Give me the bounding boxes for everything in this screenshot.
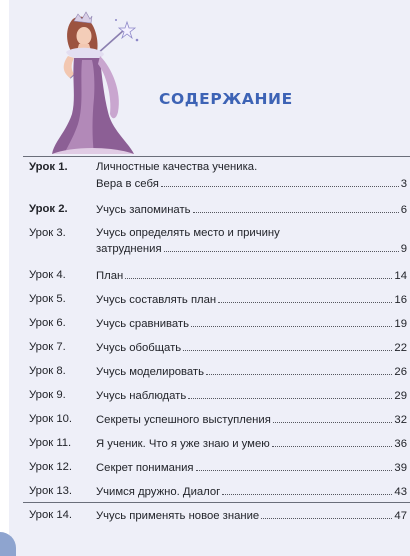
toc-item-lesson-11 <box>29 436 409 460</box>
lesson-number: Урок 9. <box>29 389 66 401</box>
top-divider <box>23 156 410 157</box>
toc-item-lesson-10 <box>29 412 409 436</box>
page-number: 43 <box>394 486 407 498</box>
star-sparkle-icon <box>119 22 135 38</box>
lesson-number: Урок 2. <box>29 203 68 215</box>
lesson-title-line-1: Личностные качества ученика. <box>96 161 258 173</box>
toc-item-lesson-6 <box>29 316 409 340</box>
lesson-title: Учусь запоминать <box>96 204 191 216</box>
lesson-title: Вера в себя <box>96 178 159 190</box>
toc-item-lesson-12 <box>29 460 409 484</box>
toc-item-lesson-14 <box>29 508 409 532</box>
lesson-number: Урок 12. <box>29 461 73 473</box>
toc-item-lesson-1 <box>29 160 409 202</box>
lesson-title: Секрет понимания <box>96 462 194 474</box>
page-number: 26 <box>394 366 407 378</box>
lesson-title: Учусь составлять план <box>96 294 217 306</box>
page-title: СОДЕРЖАНИЕ <box>159 90 293 108</box>
fairy-with-wand-illustration <box>42 8 157 158</box>
toc-item-lesson-4 <box>29 268 409 292</box>
toc-item-lesson-3 <box>29 226 409 268</box>
lesson-number: Урок 7. <box>29 341 66 353</box>
page-number: 39 <box>394 462 407 474</box>
lesson-number: Урок 13. <box>29 485 73 497</box>
lesson-title: Секреты успешного выступления <box>96 414 271 426</box>
page-number: 36 <box>394 438 407 450</box>
toc-item-lesson-5 <box>29 292 409 316</box>
lesson-title: Учусь применять новое знание <box>96 510 260 522</box>
lesson-title: Учусь моделировать <box>96 366 204 378</box>
page-number: 6 <box>400 204 407 216</box>
toc-item-lesson-2 <box>29 202 409 226</box>
lesson-number: Урок 1. <box>29 161 68 173</box>
lesson-number: Урок 10. <box>29 413 73 425</box>
lesson-number: Урок 14. <box>29 509 73 521</box>
lesson-number: Урок 8. <box>29 365 66 377</box>
lesson-title: Учимся дружно. Диалог <box>96 486 221 498</box>
lesson-number: Урок 3. <box>29 227 66 239</box>
table-of-contents <box>29 160 409 532</box>
lesson-number: Урок 6. <box>29 317 66 329</box>
lesson-number: Урок 11. <box>29 437 72 449</box>
toc-item-lesson-13 <box>29 484 409 508</box>
lesson-title: затруднения <box>96 243 162 255</box>
toc-item-lesson-8 <box>29 364 409 388</box>
lesson-title-line-1: Учусь определять место и причину <box>96 227 280 239</box>
bottom-divider <box>23 502 410 503</box>
page-number: 47 <box>394 510 407 522</box>
lesson-title: Я ученик. Что я уже знаю и умею <box>96 438 270 450</box>
lesson-title: Учусь сравнивать <box>96 318 189 330</box>
page-number: 22 <box>394 342 407 354</box>
book-page <box>9 0 410 556</box>
lesson-title: План <box>96 270 124 282</box>
page-number: 19 <box>394 318 407 330</box>
page-number: 16 <box>394 294 407 306</box>
page-number: 32 <box>394 414 407 426</box>
page-number: 9 <box>400 243 407 255</box>
lesson-number: Урок 4. <box>29 269 66 281</box>
page-number: 14 <box>394 270 407 282</box>
page-number: 29 <box>394 390 407 402</box>
lesson-title: Учусь обобщать <box>96 342 182 354</box>
lesson-number: Урок 5. <box>29 293 66 305</box>
page-number: 3 <box>400 178 407 190</box>
toc-item-lesson-7 <box>29 340 409 364</box>
lesson-title: Учусь наблюдать <box>96 390 187 402</box>
toc-item-lesson-9 <box>29 388 409 412</box>
